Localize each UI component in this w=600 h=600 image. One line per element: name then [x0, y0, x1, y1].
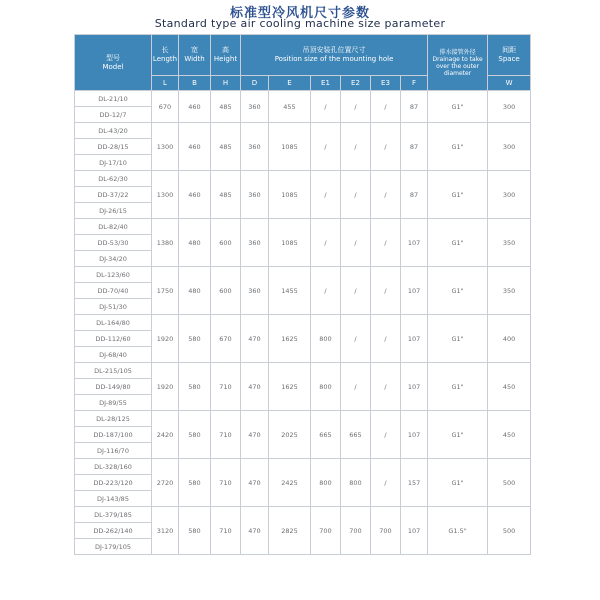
value-cell-f: 107 [401, 363, 428, 411]
value-cell-f: 157 [401, 459, 428, 507]
model-cell: DJ-34/20 [75, 251, 152, 267]
value-cell-d: 360 [241, 123, 269, 171]
model-cell: DL-43/20 [75, 123, 152, 139]
value-cell-f: 87 [401, 91, 428, 123]
value-cell-e2: 665 [341, 411, 371, 459]
value-cell-e2: / [341, 123, 371, 171]
value-cell-l: 1920 [152, 363, 179, 411]
value-cell-h: 485 [211, 171, 241, 219]
value-cell-b: 480 [179, 219, 211, 267]
header-model-en: Model [102, 62, 124, 71]
value-cell-e2: / [341, 315, 371, 363]
value-cell-e2: / [341, 171, 371, 219]
value-cell-w: 450 [488, 363, 531, 411]
value-cell-l: 2420 [152, 411, 179, 459]
value-cell-w: 500 [488, 507, 531, 555]
header-code-h: H [211, 76, 241, 91]
page-title-chinese: 标准型冷风机尺寸参数 [229, 6, 370, 21]
header-width-cn: 宽 [191, 46, 198, 54]
value-cell-w: 500 [488, 459, 531, 507]
value-cell-h: 600 [211, 219, 241, 267]
table-row [75, 219, 531, 235]
value-cell-e1: / [311, 219, 341, 267]
value-cell-h: 710 [211, 363, 241, 411]
table-row [75, 363, 531, 379]
value-cell-drain: G1" [428, 171, 488, 219]
model-cell: DD-262/140 [75, 523, 152, 539]
table-body [75, 91, 531, 555]
value-cell-l: 1920 [152, 315, 179, 363]
value-cell-e3: / [371, 123, 401, 171]
header-mount-en: Position size of the mounting hole [274, 55, 394, 63]
value-cell-drain: G1" [428, 91, 488, 123]
value-cell-e2: 700 [341, 507, 371, 555]
header-length [152, 35, 179, 76]
table-row [75, 459, 531, 475]
value-cell-w: 350 [488, 267, 531, 315]
model-cell: DJ-17/10 [75, 155, 152, 171]
value-cell-e: 2825 [269, 507, 311, 555]
value-cell-drain: G1" [428, 363, 488, 411]
value-cell-h: 485 [211, 91, 241, 123]
value-cell-e2: / [341, 219, 371, 267]
table-row [75, 267, 531, 283]
value-cell-e: 1085 [269, 219, 311, 267]
value-cell-d: 470 [241, 459, 269, 507]
model-cell: DJ-51/30 [75, 299, 152, 315]
value-cell-b: 460 [179, 171, 211, 219]
value-cell-w: 400 [488, 315, 531, 363]
value-cell-e1: / [311, 267, 341, 315]
value-cell-drain: G1" [428, 315, 488, 363]
value-cell-e3: / [371, 91, 401, 123]
model-cell: DD-112/60 [75, 331, 152, 347]
value-cell-e3: / [371, 411, 401, 459]
value-cell-f: 87 [401, 171, 428, 219]
header-code-e2: E2 [341, 76, 371, 91]
header-space-cn: 间距 [502, 46, 517, 54]
header-mounting-hole [241, 35, 428, 76]
value-cell-l: 2720 [152, 459, 179, 507]
value-cell-l: 3120 [152, 507, 179, 555]
value-cell-h: 710 [211, 507, 241, 555]
model-cell: DD-53/30 [75, 235, 152, 251]
model-cell: DJ-26/15 [75, 203, 152, 219]
header-space [488, 35, 531, 76]
header-code-e1: E1 [311, 76, 341, 91]
value-cell-h: 710 [211, 411, 241, 459]
table-row [75, 411, 531, 427]
value-cell-e1: / [311, 123, 341, 171]
value-cell-e2: / [341, 91, 371, 123]
model-cell: DJ-143/85 [75, 491, 152, 507]
value-cell-w: 300 [488, 91, 531, 123]
value-cell-e3: / [371, 459, 401, 507]
value-cell-e: 1625 [269, 363, 311, 411]
header-row-primary [75, 35, 531, 76]
model-cell: DL-215/105 [75, 363, 152, 379]
model-cell: DD-28/15 [75, 139, 152, 155]
value-cell-f: 107 [401, 507, 428, 555]
model-cell: DJ-179/105 [75, 539, 152, 555]
model-cell: DL-28/125 [75, 411, 152, 427]
value-cell-w: 300 [488, 123, 531, 171]
value-cell-d: 470 [241, 315, 269, 363]
value-cell-b: 580 [179, 411, 211, 459]
value-cell-drain: G1" [428, 219, 488, 267]
value-cell-e2: / [341, 267, 371, 315]
value-cell-e1: 800 [311, 315, 341, 363]
value-cell-h: 710 [211, 459, 241, 507]
header-height [211, 35, 241, 76]
value-cell-l: 1380 [152, 219, 179, 267]
value-cell-w: 300 [488, 171, 531, 219]
header-code-e3: E3 [371, 76, 401, 91]
value-cell-e1: 665 [311, 411, 341, 459]
header-width-en: Width [184, 55, 205, 63]
header-code-f: F [401, 76, 428, 91]
value-cell-e: 2425 [269, 459, 311, 507]
value-cell-e2: / [341, 363, 371, 411]
size-parameter-table [74, 34, 531, 555]
header-width [179, 35, 211, 76]
model-cell: DD-12/7 [75, 107, 152, 123]
value-cell-e3: / [371, 171, 401, 219]
header-length-en: Length [152, 55, 178, 63]
value-cell-drain: G1" [428, 267, 488, 315]
value-cell-b: 480 [179, 267, 211, 315]
value-cell-b: 580 [179, 363, 211, 411]
value-cell-e: 1085 [269, 171, 311, 219]
value-cell-e: 1625 [269, 315, 311, 363]
value-cell-d: 470 [241, 411, 269, 459]
table-row [75, 315, 531, 331]
model-cell: DL-123/60 [75, 267, 152, 283]
value-cell-h: 600 [211, 267, 241, 315]
value-cell-e1: / [311, 171, 341, 219]
header-height-en: Height [213, 55, 238, 63]
value-cell-l: 1300 [152, 171, 179, 219]
table-row [75, 123, 531, 139]
value-cell-b: 460 [179, 123, 211, 171]
table-row [75, 91, 531, 107]
value-cell-drain: G1" [428, 411, 488, 459]
value-cell-e3: / [371, 363, 401, 411]
model-cell: DL-82/40 [75, 219, 152, 235]
value-cell-e: 2025 [269, 411, 311, 459]
model-cell: DJ-68/40 [75, 347, 152, 363]
value-cell-b: 580 [179, 459, 211, 507]
value-cell-d: 470 [241, 507, 269, 555]
value-cell-e: 1085 [269, 123, 311, 171]
header-code-w: W [488, 76, 531, 91]
model-cell: DL-21/10 [75, 91, 152, 107]
value-cell-drain: G1" [428, 123, 488, 171]
value-cell-f: 107 [401, 219, 428, 267]
value-cell-d: 360 [241, 171, 269, 219]
value-cell-f: 107 [401, 267, 428, 315]
value-cell-e3: 700 [371, 507, 401, 555]
header-height-cn: 高 [222, 46, 229, 54]
value-cell-f: 87 [401, 123, 428, 171]
model-cell: DD-70/40 [75, 283, 152, 299]
value-cell-e3: / [371, 267, 401, 315]
header-model [75, 35, 152, 91]
header-drain-cn: 排水接管外径 [439, 48, 476, 56]
model-cell: DD-37/22 [75, 187, 152, 203]
value-cell-h: 485 [211, 123, 241, 171]
header-model-cn: 型号 [106, 53, 120, 62]
table-row [75, 171, 531, 187]
table-row [75, 507, 531, 523]
value-cell-w: 350 [488, 219, 531, 267]
value-cell-drain: G1" [428, 459, 488, 507]
header-code-e: E [269, 76, 311, 91]
value-cell-w: 450 [488, 411, 531, 459]
model-cell: DJ-116/70 [75, 443, 152, 459]
header-drainage [428, 35, 488, 91]
value-cell-f: 107 [401, 315, 428, 363]
value-cell-e: 455 [269, 91, 311, 123]
header-code-l: L [152, 76, 179, 91]
header-length-cn: 长 [161, 46, 169, 54]
value-cell-l: 1750 [152, 267, 179, 315]
model-cell: DL-379/185 [75, 507, 152, 523]
value-cell-e1: 800 [311, 363, 341, 411]
value-cell-h: 670 [211, 315, 241, 363]
value-cell-d: 360 [241, 267, 269, 315]
page-title-english: Standard type air cooling machine size parameter [154, 17, 446, 30]
header-drain-en: Drainage to take over the outer diameter [432, 55, 483, 77]
value-cell-e: 1455 [269, 267, 311, 315]
model-cell: DJ-89/55 [75, 395, 152, 411]
value-cell-e1: 700 [311, 507, 341, 555]
value-cell-b: 580 [179, 507, 211, 555]
value-cell-d: 360 [241, 91, 269, 123]
header-code-d: D [241, 76, 269, 91]
model-cell: DD-223/120 [75, 475, 152, 491]
model-cell: DL-164/80 [75, 315, 152, 331]
model-cell: DL-328/160 [75, 459, 152, 475]
header-space-en: Space [498, 55, 520, 63]
value-cell-e3: / [371, 315, 401, 363]
header-mount-cn: 吊顶安装孔位置尺寸 [302, 46, 366, 54]
value-cell-d: 360 [241, 219, 269, 267]
value-cell-drain: G1.5" [428, 507, 488, 555]
value-cell-l: 670 [152, 91, 179, 123]
model-cell: DD-187/100 [75, 427, 152, 443]
value-cell-e2: 800 [341, 459, 371, 507]
value-cell-b: 460 [179, 91, 211, 123]
value-cell-b: 580 [179, 315, 211, 363]
model-cell: DD-149/80 [75, 379, 152, 395]
value-cell-e1: 800 [311, 459, 341, 507]
model-cell: DL-62/30 [75, 171, 152, 187]
value-cell-e3: / [371, 219, 401, 267]
value-cell-e1: / [311, 91, 341, 123]
value-cell-d: 470 [241, 363, 269, 411]
value-cell-f: 107 [401, 411, 428, 459]
value-cell-l: 1300 [152, 123, 179, 171]
header-code-b: B [179, 76, 211, 91]
